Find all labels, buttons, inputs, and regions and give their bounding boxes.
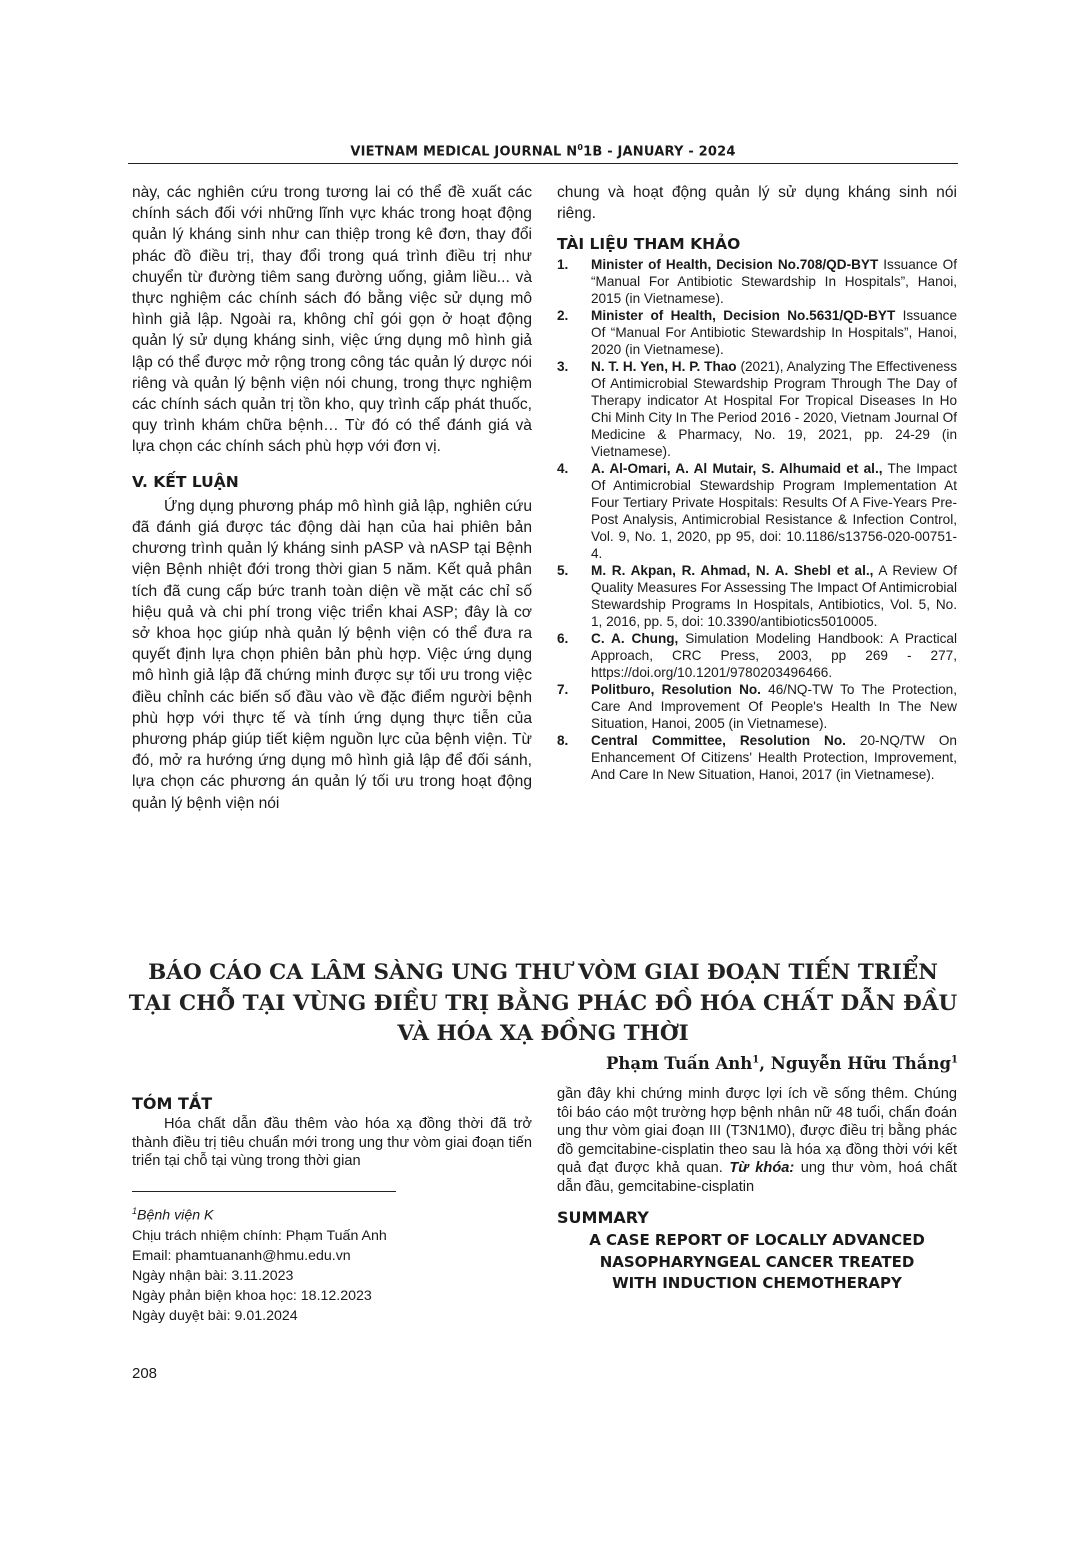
author-affiliation-mark: 1 bbox=[752, 1054, 760, 1066]
reference-number: 5. bbox=[557, 562, 569, 578]
reference-details: (2021), Analyzing The Effectiveness Of Antimicrobial Stewardship Program Through The Day of Therapy indicator At Hospital For Tropical Diseases In Ho Chi Minh City In The Period 2016 - 2020, Vietnam Journal Of Medicine & Pharmacy, No. 19, 2021, pp. 24-29 (in Vietnamese). bbox=[591, 358, 957, 459]
body-paragraph: Ứng dụng phương pháp mô hình giả lập, nghiên cứu đã đánh giá được tác động dài hạn của hai phiên bản chương trình quản lý kháng sinh pASP và nASP tại Bệnh viện Bệnh nhiệt đới trong thời gian 5 năm. Kết quả phân tích đã cung cấp bức tranh toàn diện về mặt các chỉ số hiệu quả và chi phí trong việc triển khai ASP; đây là cơ sở khoa học giúp nhà quản lý bệnh viện có thể đưa ra quyết định lựa chọn phiên bản phù hợp. Việc ứng dụng mô hình giả lập đã chứng minh được sự tối ưu trong việc điều chỉnh các biến số đầu vào về đặc điểm người bệnh phù hợp với thực tế và tính ứng dụng thực tiễn của phương pháp giúp tiết kiệm nguồn lực của bệnh viện. Từ đó, mở ra hướng ứng dụng mô hình giả lập để đối sánh, lựa chọn các phương án quản lý tối ưu trong hoạt động quản lý bệnh viện nói bbox=[132, 497, 532, 812]
author-affiliation-mark: 1 bbox=[951, 1054, 958, 1066]
reference-text bbox=[591, 732, 957, 783]
affiliation-mark: 1 bbox=[132, 1206, 138, 1216]
reference-item bbox=[557, 681, 957, 732]
page-number: 208 bbox=[132, 1365, 158, 1382]
journal-issue: 1B - JANUARY - 2024 bbox=[583, 144, 736, 160]
reference-details: Issuance Of “Manual For Antibiotic Stewardship In Hospitals”, Hanoi, 2020 (in Vietnamese). bbox=[591, 307, 958, 357]
reference-text bbox=[591, 358, 957, 460]
references-heading: TÀI LIỆU THAM KHẢO bbox=[557, 235, 741, 254]
section-heading-conclusion: V. KẾT LUẬN bbox=[132, 472, 239, 491]
footnote-rule bbox=[132, 1191, 396, 1192]
article-title bbox=[128, 958, 958, 1050]
reference-item bbox=[557, 460, 957, 562]
abstract-right bbox=[557, 1085, 957, 1295]
reference-details: A Review Of Quality Measures For Assessing The Impact Of Antimicrobial Stewardship Programs In Hospitals, Antibiotics, Vol. 5, No. 1, 2016, pp. 5, doi: 10.3390/antibiotics5010005. bbox=[591, 562, 957, 629]
reference-number: 2. bbox=[557, 307, 569, 323]
reference-number: 6. bbox=[557, 630, 569, 646]
reference-details: The Impact Of Antimicrobial Stewardship Program Implementation At Four Tertiary Private Hospitals: Results Of A Five-Years Pre-Post Analysis, Antimicrobial Resistance & Infection Control, Vol. 9, No. 1, 2020, pp 95, doi: 10.1186/s13756-020-00751-4. bbox=[591, 460, 957, 561]
reference-text bbox=[591, 307, 957, 358]
reference-authors: Politburo, Resolution No. bbox=[591, 681, 761, 697]
reference-item bbox=[557, 562, 957, 630]
authors bbox=[606, 1054, 958, 1073]
email: Email: phamtuananh@hmu.edu.vn bbox=[132, 1247, 351, 1264]
reference-number: 1. bbox=[557, 256, 569, 272]
body-paragraph: chung và hoạt động quản lý sử dụng kháng sinh nói riêng. bbox=[557, 184, 957, 223]
issue-superscript: 0 bbox=[577, 143, 584, 152]
summary-heading: SUMMARY bbox=[557, 1208, 649, 1227]
responsible-author: Chịu trách nhiệm chính: Phạm Tuấn Anh bbox=[132, 1227, 387, 1244]
abstract-left bbox=[132, 1094, 532, 1171]
reference-item bbox=[557, 256, 957, 307]
keywords-label: Từ khóa: bbox=[729, 1160, 795, 1176]
reference-details: 20-NQ/TW On Enhancement Of Citizens' Health Protection, Improvement, And Care In New Situation, Hanoi, 2017 (in Vietnamese). bbox=[591, 732, 957, 782]
summary-title-line: NASOPHARYNGEAL CANCER TREATED bbox=[599, 1252, 915, 1271]
review-date: Ngày phản biện khoa học: 18.12.2023 bbox=[132, 1287, 372, 1304]
approved-date: Ngày duyệt bài: 9.01.2024 bbox=[132, 1307, 298, 1324]
affiliation-text: Bệnh viện K bbox=[137, 1207, 214, 1224]
reference-authors: N. T. H. Yen, H. P. Thao bbox=[591, 358, 737, 374]
left-column bbox=[132, 182, 532, 814]
reference-number: 7. bbox=[557, 681, 569, 697]
received-date: Ngày nhận bài: 3.11.2023 bbox=[132, 1267, 294, 1284]
reference-item bbox=[557, 358, 957, 460]
title-line: BÁO CÁO CA LÂM SÀNG UNG THƯ VÒM GIAI ĐOẠN TIẾN TRIỂN bbox=[148, 960, 938, 985]
reference-number: 4. bbox=[557, 460, 569, 476]
reference-text bbox=[591, 460, 957, 562]
reference-authors: A. Al-Omari, A. Al Mutair, S. Alhumaid et al., bbox=[591, 460, 883, 476]
abstract-heading: TÓM TẮT bbox=[132, 1094, 213, 1113]
summary-title bbox=[557, 1230, 957, 1295]
reference-details: Simulation Modeling Handbook: A Practical Approach, CRC Press, 2003, pp 269 - 277, https://doi.org/10.1201/9780203496466. bbox=[591, 630, 957, 680]
reference-authors: Central Committee, Resolution No. bbox=[591, 732, 846, 748]
body-paragraph: này, các nghiên cứu trong tương lai có thể đề xuất các chính sách đối với những lĩnh vực khác trong hoạt động quản lý kháng sinh như can thiệp trong kê đơn, thay đổi phác đồ điều trị, thay đổi trong quá trình điều trị như chuyển từ đường tiêm sang đường uống, giảm liều... và thực nghiệm các chính sách đó bằng việc sử dụng mô hình giả lập. Ngoài ra, không chỉ gói gọn ở hoạt động quản lý sử dụng kháng sinh, việc ứng dụng mô hình giả lập có thể được mở rộng trong công tác quản lý dược nói riêng và quản lý bệnh viện nói chung, trong thực nghiệm các chính sách quản trị tồn kho, quy trình cấp phát thuốc, quy trình khám chữa bệnh… Từ đó có thể đánh giá và lựa chọn các chính sách phù hợp với đơn vị. bbox=[132, 184, 532, 456]
right-column bbox=[557, 182, 957, 783]
footnotes bbox=[132, 1201, 532, 1326]
abstract-text-continued: gần đây khi chứng minh được lợi ích về sống thêm. Chúng tôi báo cáo một trường hợp bệnh nhân nữ 48 tuổi, chẩn đoán ung thư vòm giai đoạn III (T3N1M0), được điều trị bằng phác đồ gemcitabine-cisplatin theo sau là hóa xạ đồng thời với kết quả đạt được khả quan. Từ khóa: ung thư vòm, hoá chất dẫn đầu, gemcitabine-cisplatin bbox=[557, 1086, 957, 1195]
reference-text bbox=[591, 256, 957, 307]
author-name: Nguyễn Hữu Thắng bbox=[770, 1054, 952, 1073]
reference-authors: M. R. Akpan, R. Ahmad, N. A. Shebl et al., bbox=[591, 562, 874, 578]
affiliation-note bbox=[132, 1201, 532, 1226]
summary-title-line: WITH INDUCTION CHEMOTHERAPY bbox=[612, 1274, 902, 1292]
references-list bbox=[557, 256, 957, 783]
author-name: Phạm Tuấn Anh bbox=[605, 1054, 753, 1073]
reference-authors: Minister of Health, Decision No.708/QD-BYT bbox=[591, 256, 879, 272]
title-line: VÀ HÓA XẠ ĐỒNG THỜI bbox=[397, 1021, 689, 1046]
reference-authors: C. A. Chung, bbox=[591, 630, 679, 646]
author-separator: , bbox=[759, 1054, 771, 1073]
keywords: ung thư vòm, hoá chất dẫn đầu, gemcitabine-cisplatin bbox=[557, 1160, 957, 1195]
reference-text bbox=[591, 681, 957, 732]
title-line: TẠI CHỖ TẠI VÙNG ĐIỀU TRỊ BẰNG PHÁC ĐỒ HÓA CHẤT DẪN ĐẦU bbox=[128, 990, 958, 1016]
summary-title-line: A CASE REPORT OF LOCALLY ADVANCED bbox=[589, 1231, 925, 1249]
reference-item bbox=[557, 307, 957, 358]
reference-details: 46/NQ-TW To The Protection, Care And Improvement Of People's Health In The New Situation, Hanoi, 2005 (in Vietnamese). bbox=[591, 681, 957, 731]
reference-number: 8. bbox=[557, 732, 569, 748]
reference-item bbox=[557, 732, 957, 783]
running-header bbox=[128, 143, 958, 159]
reference-text bbox=[591, 562, 957, 630]
reference-item bbox=[557, 630, 957, 681]
reference-text bbox=[591, 630, 957, 681]
reference-number: 3. bbox=[557, 358, 569, 374]
abstract-text: Hóa chất dẫn đầu thêm vào hóa xạ đồng thời đã trở thành điều trị tiêu chuẩn mới trong ung thư vòm giai đoạn tiến triển tại chỗ tại vùng trong thời gian bbox=[132, 1116, 532, 1169]
reference-authors: Minister of Health, Decision No.5631/QD-BYT bbox=[591, 307, 896, 323]
reference-details: Issuance Of “Manual For Antibiotic Stewardship In Hospitals”, Hanoi, 2015 (in Vietnamese). bbox=[591, 256, 958, 306]
journal-name: VIETNAM MEDICAL JOURNAL N bbox=[350, 144, 578, 160]
header-rule bbox=[128, 163, 958, 164]
